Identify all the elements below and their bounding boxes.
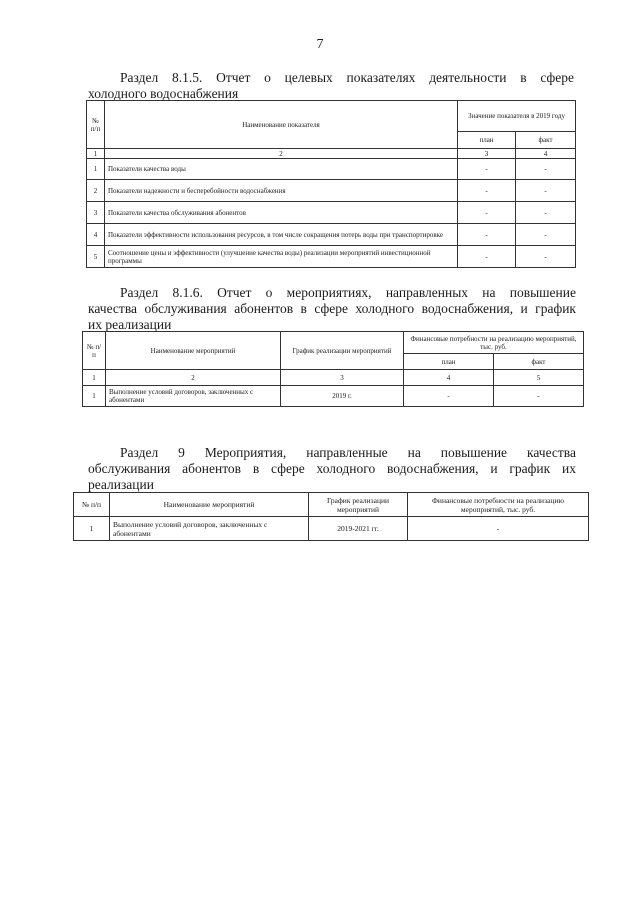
row-schedule: 2019 г. — [281, 386, 404, 407]
col-num-header: № п/п — [74, 493, 110, 517]
col-finance-header: Финансовые потребности на реализацию мероприятий, тыс. руб. — [404, 332, 584, 354]
section-815-heading-line1: Раздел 8.1.5. Отчет о целевых показателях деятельности в сфере — [120, 70, 574, 85]
section-815-heading-line2: холодного водоснабжения — [88, 86, 239, 101]
col-name-header: Наименование мероприятий — [106, 332, 281, 370]
row-num: 2 — [87, 180, 105, 202]
section-9-heading-line1: Раздел 9 Мероприятия, направленные на повышение качества — [120, 445, 576, 460]
index-cell: 2 — [106, 370, 281, 386]
col-schedule-header: График реализации мероприятий — [281, 332, 404, 370]
table-row — [74, 517, 589, 541]
section-815-heading — [88, 70, 574, 102]
row-name: Соотношение цены и эффективности (улучшение качества воды) реализации мероприятий инвестиционной программы — [105, 246, 458, 268]
row-plan: - — [404, 386, 494, 407]
col-num-header: № п/п — [83, 332, 106, 370]
row-name: Показатели качества воды — [105, 159, 458, 180]
table-row — [83, 386, 584, 407]
row-name: Показатели эффективности использования ресурсов, в том числе сокращения потерь воды при транспортировке — [105, 224, 458, 246]
section-9-heading-line2: обслуживания абонентов в сфере холодного водоснабжения, и график их — [88, 461, 576, 476]
table-row — [87, 202, 576, 224]
index-row — [83, 370, 584, 386]
section-816-heading-line2: качества обслуживания абонентов в сфере холодного водоснабжения, и график — [88, 301, 576, 316]
row-num: 3 — [87, 202, 105, 224]
section-9-heading-line3: реализации — [88, 477, 154, 492]
row-name: Показатели качества обслуживания абонентов — [105, 202, 458, 224]
table-row — [87, 180, 576, 202]
row-num: 1 — [83, 386, 106, 407]
section-816-heading-line1: Раздел 8.1.6. Отчет о мероприятиях, направленных на повышение — [120, 285, 576, 300]
col-num-header: № п/п — [87, 101, 105, 149]
section-9-table — [73, 492, 589, 541]
row-plan: - — [458, 246, 516, 268]
col-fact-header: факт — [516, 132, 576, 149]
row-num: 4 — [87, 224, 105, 246]
row-name: Выполнение условий договоров, заключенных с абонентами — [110, 517, 309, 541]
row-num: 5 — [87, 246, 105, 268]
col-plan-header: план — [458, 132, 516, 149]
row-name: Выполнение условий договоров, заключенных с абонентами — [106, 386, 281, 407]
row-plan: - — [458, 202, 516, 224]
page-number: 7 — [316, 37, 324, 52]
col-finance-header: Финансовые потребности на реализацию мероприятий, тыс. руб. — [408, 493, 589, 517]
table-row — [87, 159, 576, 180]
section-815-table — [86, 100, 576, 268]
index-row — [87, 149, 576, 159]
row-name: Показатели надежности и бесперебойности водоснабжения — [105, 180, 458, 202]
row-num: 1 — [87, 159, 105, 180]
row-fact: - — [516, 224, 576, 246]
row-fact: - — [516, 180, 576, 202]
index-cell: 4 — [516, 149, 576, 159]
col-value-header: Значение показателя в 2019 году — [458, 101, 576, 132]
row-num: 1 — [74, 517, 110, 541]
row-plan: - — [458, 159, 516, 180]
row-plan: - — [458, 180, 516, 202]
col-name-header: Наименование мероприятий — [110, 493, 309, 517]
row-finance: - — [408, 517, 589, 541]
section-816-heading-line3: их реализации — [88, 317, 172, 332]
index-cell: 5 — [494, 370, 584, 386]
col-schedule-header: График реализации мероприятий — [309, 493, 408, 517]
index-cell: 1 — [83, 370, 106, 386]
col-name-header: Наименование показателя — [105, 101, 458, 149]
row-fact: - — [494, 386, 584, 407]
section-9-heading — [88, 445, 576, 493]
row-fact: - — [516, 246, 576, 268]
section-816-heading — [88, 285, 576, 333]
table-row — [87, 224, 576, 246]
section-816-table — [82, 331, 584, 407]
index-cell: 4 — [404, 370, 494, 386]
row-schedule: 2019-2021 гг. — [309, 517, 408, 541]
index-cell: 3 — [458, 149, 516, 159]
row-fact: - — [516, 202, 576, 224]
row-plan: - — [458, 224, 516, 246]
index-cell: 1 — [87, 149, 105, 159]
col-fact-header: факт — [494, 354, 584, 370]
index-cell: 2 — [105, 149, 458, 159]
row-fact: - — [516, 159, 576, 180]
table-row — [87, 246, 576, 268]
col-plan-header: план — [404, 354, 494, 370]
index-cell: 3 — [281, 370, 404, 386]
